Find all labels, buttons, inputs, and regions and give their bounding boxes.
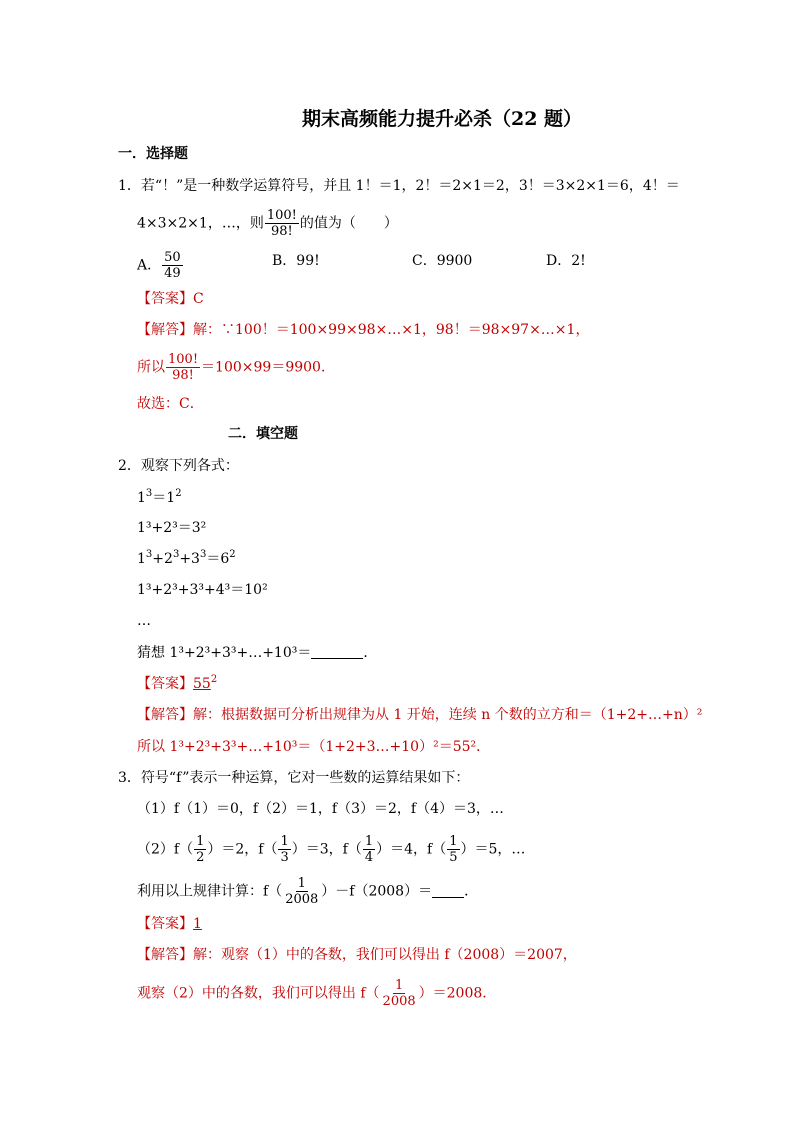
q2-intro: 2．观察下列各式： — [118, 458, 239, 474]
q3-intro: 3．符号“f”表示一种运算，它对一些数的运算结果如下： — [118, 770, 470, 786]
q3-rule-1: （1）f（1）＝0，f（2）＝1，f（3）＝2，f（4）＝3，… — [137, 801, 504, 817]
q2-answer-blank — [311, 644, 363, 659]
q1-solution-line2: 所以 $\frac{100!}{98!}$ ＝100×99＝9900． — [137, 352, 335, 383]
q3-answer-blank — [432, 883, 464, 898]
q3-calculation: 利用以上规律计算：f（ $\frac{1}{2008}$ ）－f（2008）＝ ． — [137, 876, 479, 907]
q1-solution-line3: 故选：C． — [137, 396, 204, 412]
q2-dots: … — [137, 613, 151, 629]
q3-rule-2: （2）f（ $\frac{1}{2}$ ）＝2，f（ $\frac{1}{3}$ ）＝3，f（ $\frac{1}{4}$ ）＝4，f（ $\frac{1}{5}$ ）＝5，… — [137, 834, 526, 865]
q1-option-a: A． $\frac{50}{49}$ — [137, 250, 181, 281]
q2-answer: 【答案】$55^2$ — [137, 674, 218, 692]
q1-stem-line2: 4×3×2×1，…，则 $\frac{100!}{98!}$ 的值为（ ） — [137, 208, 398, 239]
q1-stem-line1: 1．若“！”是一种数学运算符号，并且 1！＝1，2！＝2×1＝2，3！＝3×2×1＝6，4！＝ — [118, 178, 680, 194]
page-title: 期末高频能力提升必杀（22 题） — [301, 108, 583, 130]
section-fill-heading: 二．填空题 — [228, 426, 298, 442]
q3-solution-line2: 观察（2）中的各数，我们可以得出 f（ $\frac{1}{2008}$ ）＝2008． — [137, 978, 497, 1009]
q1-solution-line1: 【解答】解：∵100！＝100×99×98×…×1，98！＝98×97×…×1， — [137, 322, 590, 338]
q2-equation-1: $1^3=1^2$ — [137, 488, 182, 506]
q1-answer: 【答案】C — [137, 291, 204, 307]
section-choice-heading: 一．选择题 — [118, 146, 188, 162]
q2-equation-3: $1^3+2^3+3^3=6^2$ — [137, 549, 236, 567]
q2-solution-line1: 【解答】解：根据数据可分析出规律为从 1 开始，连续 n 个数的立方和＝（1+2+…+n）² — [137, 707, 703, 723]
q3-solution-line1: 【解答】解：观察（1）中的各数，我们可以得出 f（2008）＝2007， — [137, 947, 577, 963]
q2-equation-2: 1³+2³＝3² — [137, 520, 207, 536]
q1-fraction: $\frac{100!}{98!}$ — [266, 208, 297, 239]
q1-option-c: C．9900 — [412, 253, 473, 269]
q1-option-d: D．2! — [546, 253, 586, 269]
q2-guess: 猜想 1³+2³+3³+…+10³＝ ． — [137, 645, 378, 661]
q3-answer: 【答案】1 — [137, 916, 202, 932]
q2-equation-4: 1³+2³+3³+4³＝10² — [137, 582, 268, 598]
q1-option-b: B．99! — [272, 253, 320, 269]
q2-solution-line2: 所以 1³+2³+3³+…+10³＝（1+2+3…+10）²＝55²． — [137, 739, 491, 755]
